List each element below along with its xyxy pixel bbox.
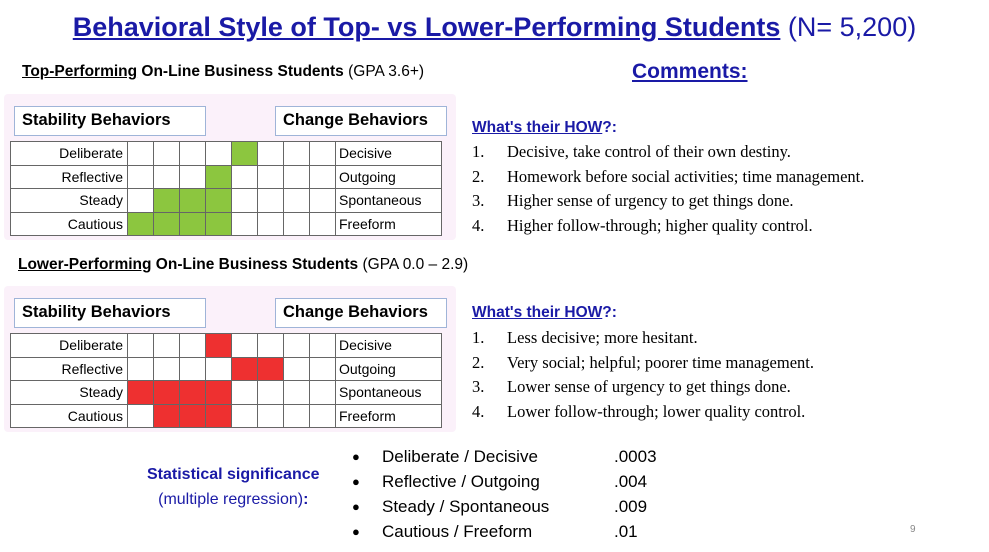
grid-cell xyxy=(284,381,310,405)
list-item-number: 1. xyxy=(472,142,485,161)
list-item-number: 4. xyxy=(472,215,485,235)
grid-cell xyxy=(310,189,336,213)
stat-colon: : xyxy=(303,491,309,508)
lower-change-header xyxy=(275,298,447,328)
stat-pair: Deliberate / Decisive xyxy=(382,446,538,466)
lower-how-list xyxy=(472,328,814,426)
grid-cell xyxy=(128,142,154,166)
stability-label: Steady xyxy=(11,381,128,405)
grid-cell xyxy=(180,357,206,381)
grid-cell-filled xyxy=(206,404,232,428)
grid-cell xyxy=(258,212,284,236)
grid-cell xyxy=(232,189,258,213)
stability-label: Deliberate xyxy=(11,142,128,166)
grid-cell-filled xyxy=(180,189,206,213)
grid-cell xyxy=(258,165,284,189)
grid-cell-filled xyxy=(154,189,180,213)
top-stability-header-text: Stability Behaviors xyxy=(22,111,171,129)
grid-cell-filled xyxy=(180,212,206,236)
list-item xyxy=(472,191,864,216)
list-item xyxy=(352,469,657,494)
change-label: Decisive xyxy=(336,142,442,166)
top-behavior-grid xyxy=(10,141,442,236)
top-performing-panel xyxy=(4,94,456,240)
grid-cell-filled xyxy=(258,357,284,381)
grid-cell xyxy=(310,334,336,358)
list-item-text: Higher sense of urgency to get things done. xyxy=(507,191,794,210)
grid-cell-filled xyxy=(180,381,206,405)
top-stability-header xyxy=(14,106,206,136)
grid-cell xyxy=(258,142,284,166)
grid-cell-filled xyxy=(180,404,206,428)
grid-row xyxy=(11,189,442,213)
list-item-text: Lower sense of urgency to get things done. xyxy=(507,377,791,396)
list-item xyxy=(472,377,814,402)
stat-pair: Steady / Spontaneous xyxy=(382,496,550,516)
stat-p-value: .01 xyxy=(614,521,638,541)
grid-cell xyxy=(128,334,154,358)
top-label-gpa: (GPA 3.6+) xyxy=(343,63,425,80)
grid-cell xyxy=(154,142,180,166)
top-how-title-underlined: What's their HOW xyxy=(472,119,603,136)
top-change-header xyxy=(275,106,447,136)
lower-label-underlined: Lower-Performing xyxy=(18,256,152,273)
top-how-title-rest: ?: xyxy=(602,119,617,136)
grid-row xyxy=(11,334,442,358)
grid-cell xyxy=(128,404,154,428)
grid-row xyxy=(11,142,442,166)
grid-cell xyxy=(284,165,310,189)
bullet-icon: ● xyxy=(352,524,360,539)
grid-cell xyxy=(154,357,180,381)
grid-cell-filled xyxy=(206,212,232,236)
grid-cell-filled xyxy=(154,404,180,428)
stability-label: Reflective xyxy=(11,357,128,381)
stability-label: Steady xyxy=(11,189,128,213)
lower-how-title xyxy=(472,304,617,322)
bullet-icon: ● xyxy=(352,499,360,514)
grid-cell xyxy=(180,334,206,358)
change-label: Decisive xyxy=(336,334,442,358)
lower-label-bold: On-Line Business Students xyxy=(151,256,359,273)
grid-cell xyxy=(128,165,154,189)
grid-cell xyxy=(284,357,310,381)
grid-cell xyxy=(232,212,258,236)
grid-cell xyxy=(258,189,284,213)
grid-cell xyxy=(154,334,180,358)
lower-performing-panel xyxy=(4,286,456,432)
list-item-text: Higher follow-through; higher quality control. xyxy=(507,215,813,235)
list-item-number: 4. xyxy=(472,401,485,421)
list-item xyxy=(472,328,814,353)
stat-pair: Cautious / Freeform xyxy=(382,521,533,541)
list-item-number: 3. xyxy=(472,191,485,210)
bullet-icon: ● xyxy=(352,449,360,464)
stability-label: Cautious xyxy=(11,404,128,428)
page-number: 9 xyxy=(910,524,916,535)
grid-cell xyxy=(206,357,232,381)
grid-row xyxy=(11,357,442,381)
grid-cell xyxy=(284,142,310,166)
stat-pair: Reflective / Outgoing xyxy=(382,471,540,491)
list-item xyxy=(472,216,864,241)
list-item-text: Lower follow-through; lower quality control. xyxy=(507,401,806,421)
top-how-list xyxy=(472,142,864,240)
grid-cell-filled xyxy=(232,357,258,381)
grid-cell xyxy=(310,357,336,381)
list-item-text: Less decisive; more hesitant. xyxy=(507,328,698,347)
list-item-text: Decisive, take control of their own destiny. xyxy=(507,142,791,161)
stat-significance-list xyxy=(352,444,657,544)
grid-cell xyxy=(258,334,284,358)
slide-title xyxy=(0,12,989,43)
grid-row xyxy=(11,404,442,428)
title-main: Behavioral Style of Top- vs Lower-Performing Students xyxy=(72,12,781,42)
top-label-bold: On-Line Business Students xyxy=(137,63,344,80)
stat-p-value: .0003 xyxy=(614,446,657,466)
grid-cell xyxy=(232,381,258,405)
list-item-text: Homework before social activities; time management. xyxy=(507,166,865,186)
change-label: Outgoing xyxy=(336,357,442,381)
list-item-text: Very social; helpful; poorer time management. xyxy=(507,352,814,372)
change-label: Outgoing xyxy=(336,165,442,189)
grid-row xyxy=(11,212,442,236)
grid-cell-filled xyxy=(128,381,154,405)
comments-heading: Comments: xyxy=(632,60,748,83)
grid-cell-filled xyxy=(206,165,232,189)
bullet-icon: ● xyxy=(352,474,360,489)
title-sample-size: (N= 5,200) xyxy=(787,12,917,42)
list-item xyxy=(352,519,657,544)
stability-label: Reflective xyxy=(11,165,128,189)
top-label-underlined: Top-Performing xyxy=(22,63,138,80)
grid-cell-filled xyxy=(206,334,232,358)
grid-cell-filled xyxy=(206,381,232,405)
change-label: Freeform xyxy=(336,404,442,428)
grid-cell xyxy=(284,189,310,213)
stat-p-value: .009 xyxy=(614,496,648,516)
lower-stability-header xyxy=(14,298,206,328)
lower-change-header-text: Change Behaviors xyxy=(283,303,428,321)
grid-cell xyxy=(310,212,336,236)
grid-cell xyxy=(232,165,258,189)
change-label: Spontaneous xyxy=(336,381,442,405)
grid-cell xyxy=(284,404,310,428)
grid-cell xyxy=(284,212,310,236)
grid-cell xyxy=(154,165,180,189)
stat-significance-title xyxy=(147,462,320,512)
grid-cell xyxy=(310,381,336,405)
stat-p-value: .004 xyxy=(614,471,648,491)
grid-cell xyxy=(310,165,336,189)
grid-cell-filled xyxy=(206,189,232,213)
stability-label: Deliberate xyxy=(11,334,128,358)
list-item-number: 2. xyxy=(472,352,485,372)
list-item xyxy=(352,444,657,469)
list-item-number: 2. xyxy=(472,166,485,186)
stat-title-text: Statistical significance xyxy=(147,466,320,483)
stat-subtitle: (multiple regression) xyxy=(158,491,304,508)
list-item xyxy=(472,167,864,192)
lower-how-title-underlined: What's their HOW xyxy=(472,304,603,321)
grid-row xyxy=(11,381,442,405)
stability-label: Cautious xyxy=(11,212,128,236)
grid-cell xyxy=(232,334,258,358)
list-item xyxy=(352,494,657,519)
grid-cell xyxy=(206,142,232,166)
change-label: Freeform xyxy=(336,212,442,236)
grid-cell xyxy=(258,381,284,405)
list-item-number: 3. xyxy=(472,377,485,396)
list-item xyxy=(472,353,814,378)
grid-row xyxy=(11,165,442,189)
list-item xyxy=(472,402,814,427)
grid-cell-filled xyxy=(232,142,258,166)
top-section-label xyxy=(22,63,424,81)
lower-how-title-rest: ?: xyxy=(602,304,617,321)
grid-cell-filled xyxy=(154,381,180,405)
grid-cell xyxy=(258,404,284,428)
top-how-title xyxy=(472,119,617,137)
grid-cell xyxy=(128,189,154,213)
grid-cell xyxy=(128,357,154,381)
top-change-header-text: Change Behaviors xyxy=(283,111,428,129)
grid-cell xyxy=(284,334,310,358)
grid-cell xyxy=(180,142,206,166)
lower-stability-header-text: Stability Behaviors xyxy=(22,303,171,321)
grid-cell-filled xyxy=(154,212,180,236)
grid-cell xyxy=(180,165,206,189)
change-label: Spontaneous xyxy=(336,189,442,213)
lower-behavior-grid xyxy=(10,333,442,428)
list-item xyxy=(472,142,864,167)
grid-cell xyxy=(310,142,336,166)
list-item-number: 1. xyxy=(472,328,485,347)
grid-cell xyxy=(232,404,258,428)
lower-label-gpa: (GPA 0.0 – 2.9) xyxy=(358,256,469,273)
grid-cell-filled xyxy=(128,212,154,236)
lower-section-label xyxy=(18,256,468,274)
grid-cell xyxy=(310,404,336,428)
